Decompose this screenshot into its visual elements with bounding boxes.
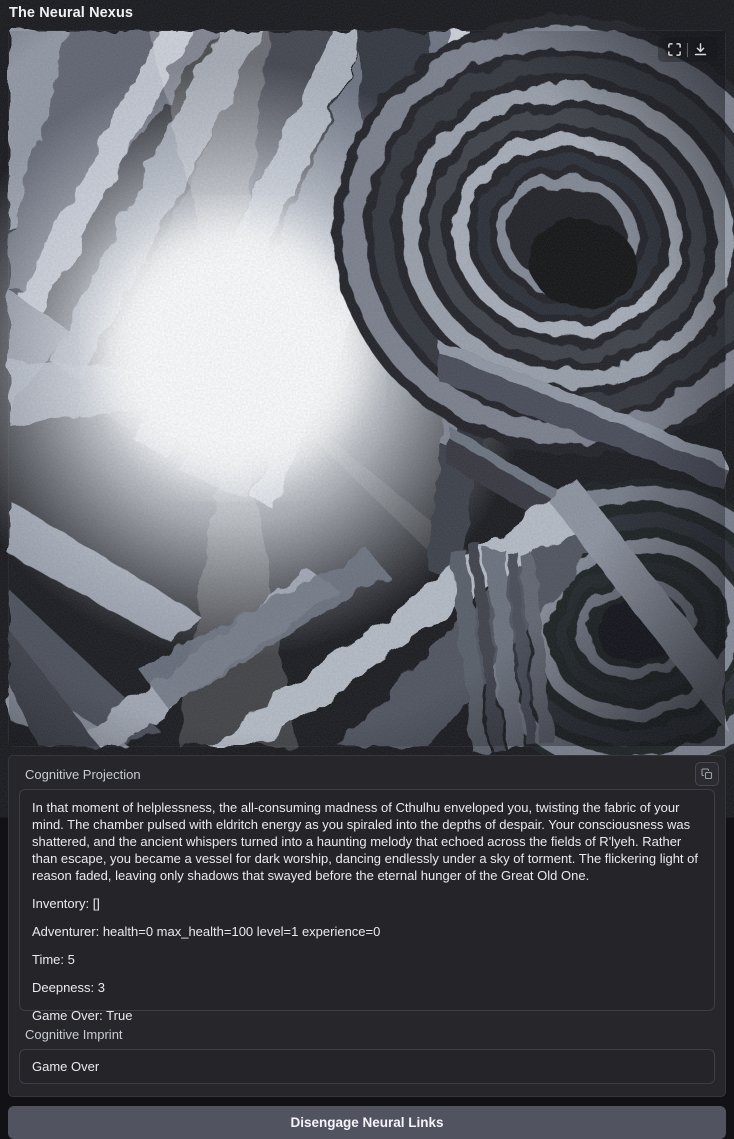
imprint-label: Cognitive Imprint xyxy=(25,1027,123,1042)
fullscreen-button[interactable] xyxy=(662,40,687,59)
disengage-button[interactable]: Disengage Neural Links xyxy=(8,1106,726,1139)
page-title: The Neural Nexus xyxy=(9,5,134,21)
stat-inventory: Inventory: [] xyxy=(32,896,100,911)
cognitive-projection-panel xyxy=(8,755,726,1097)
scene-artwork xyxy=(9,31,725,746)
copy-button[interactable] xyxy=(695,762,719,786)
download-icon xyxy=(693,42,708,57)
projection-textbox[interactable] xyxy=(19,789,715,1023)
copy-icon xyxy=(701,768,713,780)
stat-time: Time: 5 xyxy=(32,952,75,967)
projection-label: Cognitive Projection xyxy=(25,767,141,782)
scene-image-viewer[interactable] xyxy=(8,30,726,747)
stat-deepness: Deepness: 3 xyxy=(32,980,105,995)
narrative-text: In that moment of helplessness, the all-consuming madness of Cthulhu enveloped you, twisting the fabric of your mind. The chamber pulsed with eldritch energy as you spiraled into the depths of despair. Your consciousness was shattered, and the ancient whispers turned into a haunting melody that echoed across the fields of R'lyeh. Rather than escape, you became a vessel for dark worship, dancing endlessly under a sky of torment. The flickering light of reason faded, leaving only shadows that swayed before the eternal hunger of the Great Old One. xyxy=(32,800,699,883)
download-button[interactable] xyxy=(688,40,713,59)
fullscreen-icon xyxy=(667,42,682,57)
stat-adventurer: Adventurer: health=0 max_health=100 level=1 experience=0 xyxy=(32,924,381,939)
image-toolbar xyxy=(658,37,717,62)
stat-game-over: Game Over: True xyxy=(32,1008,133,1023)
imprint-input[interactable] xyxy=(19,1049,715,1084)
